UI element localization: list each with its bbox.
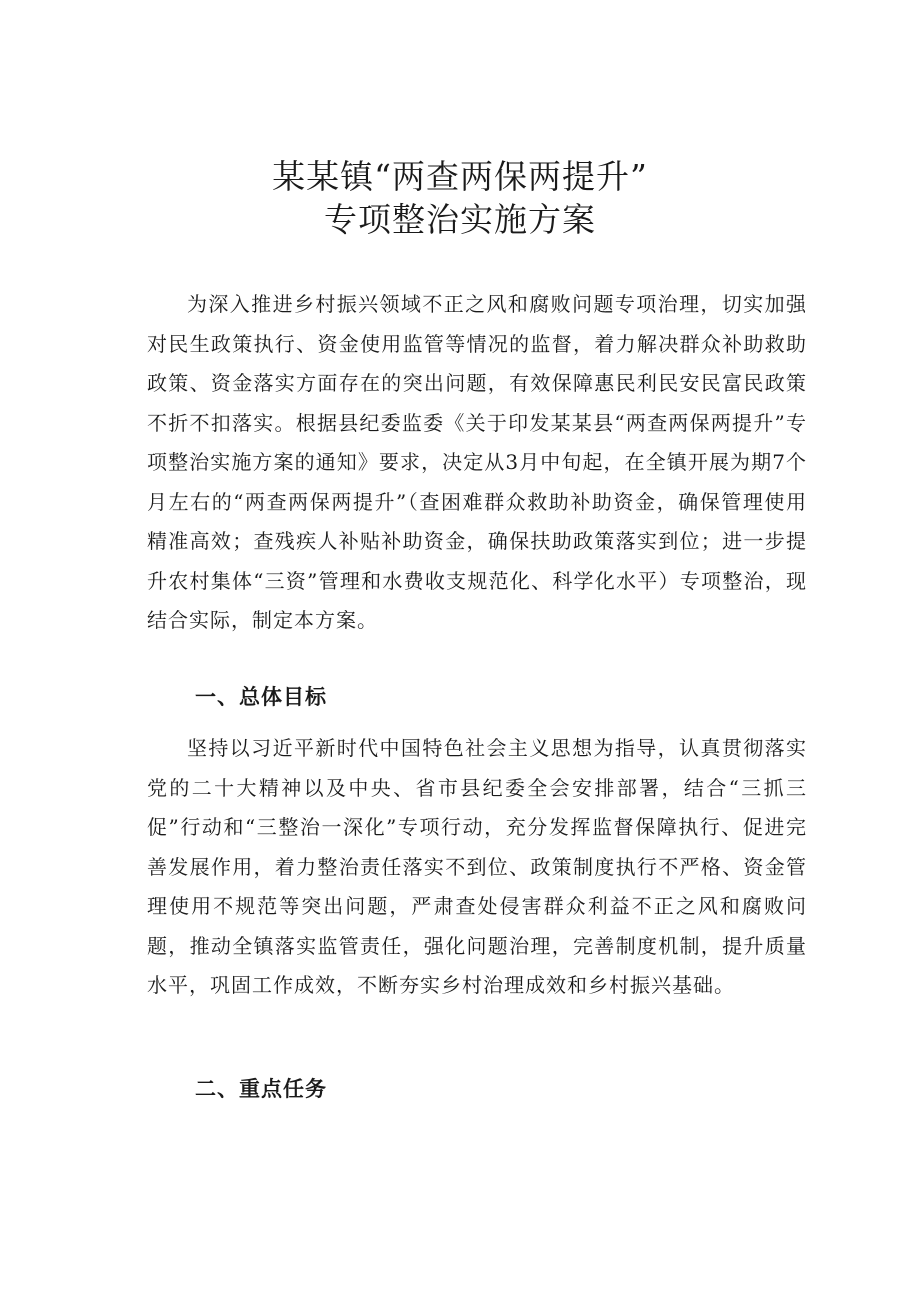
section-heading-key-tasks: 二、重点任务 bbox=[195, 1077, 327, 1101]
document-title-line-1: 某某镇“两查两保两提升” bbox=[272, 157, 648, 196]
section-heading-overall-goal: 一、总体目标 bbox=[195, 685, 327, 709]
intro-paragraph: 为深入推进乡村振兴领域不正之风和腐败问题专项治理，切实加强对民生政策执行、资金使用监管等情况的监督，着力解决群众补助救助政策、资金落实方面存在的突出问题，有效保障惠民利民安民富民政策不折不扣落实。根据县纪委监委《关于印发某某县“两查两保两提升”专项整治实施方案的通知》要求，决定从3月中旬起，在全镇开展为期7个月左右的“两查两保两提升”（查困难群众救助补助资金，确保管理使用精准高效；查残疾人补贴补助资金，确保扶助政策落实到位；进一步提升农村集体“三资”管理和水费收支规范化、科学化水平）专项整治，现结合实际，制定本方案。 bbox=[147, 292, 807, 632]
document-title-line-2: 专项整治实施方案 bbox=[324, 200, 596, 239]
overall-goal-paragraph: 坚持以习近平新时代中国特色社会主义思想为指导，认真贯彻落实党的二十大精神以及中央、省市县纪委全会安排部署，结合“三抓三促”行动和“三整治一深化”专项行动，充分发挥监督保障执行、促进完善发展作用，着力整治责任落实不到位、政策制度执行不严格、资金管理使用不规范等突出问题，严肃查处侵害群众利益不正之风和腐败问题，推动全镇落实监管责任，强化问题治理，完善制度机制，提升质量水平，巩固工作成效，不断夯实乡村治理成效和乡村振兴基础。 bbox=[147, 736, 807, 997]
